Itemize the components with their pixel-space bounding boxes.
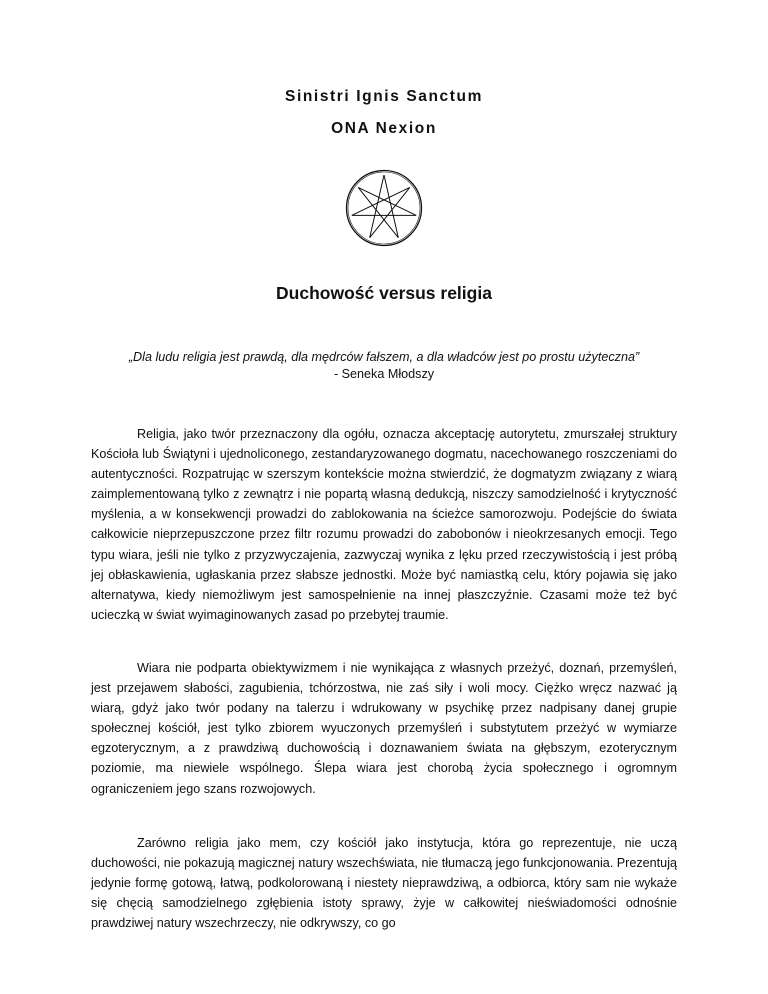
septagram-in-circle-icon xyxy=(344,168,424,248)
paragraph-2: Wiara nie podparta obiektywizmem i nie wynikająca z własnych przeżyć, doznań, przemyśleń, jest przejawem słabości, zagubienia, tchórzostwa, nie zaś siły i woli mocy. Ciężko wręcz nazwać ją wiarą, gdyż jako twór podany na talerzu i wdrukowany w psychikę przez nadpisany danej grupie społecznej kościół, jest tylko zbiorem wyuczonych przemyśleń i substytutem przeżyć w wymiarze egzoterycznym, a z prawdziwą duchowością i doznawaniem świata na głębszym, ezoterycznym poziomie, ma niewiele wspólnego. Ślepa wiara jest chorobą życia społecznego i ogromnym ograniczeniem jego szans rozwojowych. xyxy=(91,661,677,796)
organization-title: Sinistri Ignis Sanctum xyxy=(285,88,483,105)
paragraph-1: Religia, jako twór przeznaczony dla ogółu, oznacza akceptację autorytetu, zmurszałej struktury Kościoła lub Świątyni i ujednoliconego, zestandaryzowanego dogmatu, nacechowanego roszczeniami do autentyczności. Rozpatrując w szerszym kontekście można stwierdzić, że dogmatyzm związany z wiarą zaimplementowaną tylko z zewnątrz i nie popartą własną dedukcją, niszczy samodzielność i krytyczność myślenia, a w konsekwencji prowadzi do zablokowania na ścieżce samorozwoju. Podejście do świata całkowicie nieprzepuszczone przez filtr rozumu prowadzi do zabobonów i nieokrzesanych emocji. Tego typu wiara, jeśli nie tylko z przyzwyczajenia, zazwyczaj wynika z lęku przed rzeczywistością i jest próbą jej obłaskawienia, ugłaskania przez słabsze jednostki. Może być namiastką celu, który pojawia się jako alternatywa, kiedy niemożliwym jest samospełnienie na innej płaszczyźnie. Czasami może też być ucieczką w świat wyimaginowanych zasad po przebytej traumie. xyxy=(91,427,677,622)
paragraph-3: Zarówno religia jako mem, czy kościół jako instytucja, która go reprezentuje, nie uczą duchowości, nie pokazują magicznej natury wszechświata, nie tłumaczą jego funkcjonowania. Prezentują jedynie formę gotową, łatwą, podkolorowaną i niestety nieprawdziwą, a odbiorca, który sam nie wykaże się chęcią samodzielnego zgłębienia istoty sprawy, żyje w całkowitej nieświadomości odnośnie prawdziwej natury wszechrzeczy, nie odkrywszy, co go xyxy=(91,836,677,931)
epigraph-quote: „Dla ludu religia jest prawdą, dla mędrców fałszem, a dla władców jest po prostu użyteczna” xyxy=(128,350,640,364)
document-title: Duchowość versus religia xyxy=(276,283,492,303)
organization-subtitle: ONA Nexion xyxy=(331,120,437,137)
epigraph-author: - Seneka Młodszy xyxy=(333,367,435,381)
